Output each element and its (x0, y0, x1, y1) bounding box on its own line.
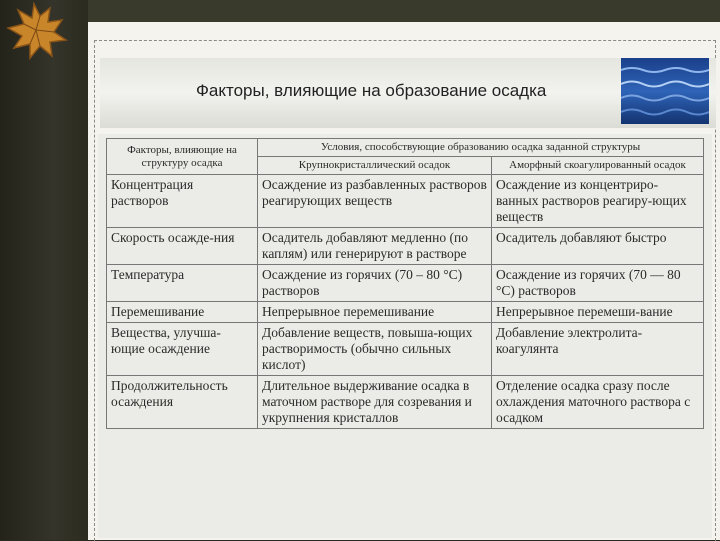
factor-cell: Скорость осажде-ния (107, 228, 258, 265)
factor-cell: Концентрация растворов (107, 175, 258, 228)
crystalline-cell: Непрерывное перемешивание (258, 302, 492, 323)
amorphous-cell: Добавление электролита-коагулянта (492, 323, 704, 376)
table-row (107, 376, 704, 429)
table-row (107, 228, 704, 265)
amorphous-cell: Непрерывное перемеши-вание (492, 302, 704, 323)
table-header-row (107, 139, 704, 157)
crystalline-cell: Осаждение из разбавленных растворов реагирующих веществ (258, 175, 492, 228)
left-decorative-bar (0, 0, 88, 540)
amorphous-cell: Осадитель добавляют быстро (492, 228, 704, 265)
factor-cell: Перемешивание (107, 302, 258, 323)
amorphous-cell: Отделение осадка сразу после охлаждения маточного раствора с осадком (492, 376, 704, 429)
header-conditions: Условия, способствующие образованию осадка заданной структуры (258, 139, 704, 157)
amorphous-cell: Осаждение из концентриро-ванных растворов реагиру-ющих веществ (492, 175, 704, 228)
crystalline-cell: Осадитель добавляют медленно (по каплям) или генерируют в растворе (258, 228, 492, 265)
water-surface-image (621, 58, 709, 124)
precipitation-factors-table (106, 138, 704, 429)
factor-cell: Вещества, улучша-ющие осаждение (107, 323, 258, 376)
table-row (107, 323, 704, 376)
slide-title: Факторы, влияющие на образование осадка (196, 81, 547, 100)
crystalline-cell: Осаждение из горячих (70 – 80 °С) растворов (258, 265, 492, 302)
table-row (107, 175, 704, 228)
header-amorphous: Аморфный скоагулированный осадок (492, 157, 704, 175)
header-factor: Факторы, влияющие на структуру осадка (107, 139, 258, 175)
factor-cell: Температура (107, 265, 258, 302)
autumn-leaf-icon (0, 0, 80, 62)
top-decorative-bar (88, 0, 720, 22)
crystalline-cell: Добавление веществ, повыша-ющих растворимость (обычно сильных кислот) (258, 323, 492, 376)
table-row (107, 265, 704, 302)
crystalline-cell: Длительное выдерживание осадка в маточном растворе для созревания и укрупнения кристаллов (258, 376, 492, 429)
amorphous-cell: Осаждение из горячих (70 — 80 °С) растворов (492, 265, 704, 302)
table-row (107, 302, 704, 323)
factor-cell: Продолжительность осаждения (107, 376, 258, 429)
header-crystalline: Крупнокристаллический осадок (258, 157, 492, 175)
